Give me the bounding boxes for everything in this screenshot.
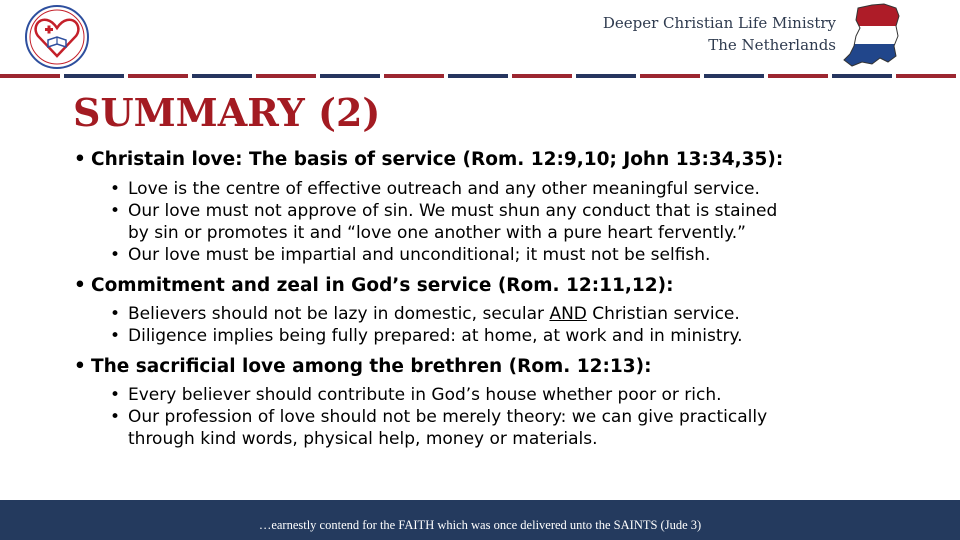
bullet-text: Believers should not be lazy in domestic, secular xyxy=(128,304,550,324)
bullet-point: • Our love must be impartial and unconditional; it must not be selfish. xyxy=(74,244,874,266)
organization-line-2: The Netherlands xyxy=(708,36,836,54)
section-heading: • Christain love: The basis of service (Rom. 12:9,10; John 13:34,35): xyxy=(74,148,874,172)
header-divider xyxy=(0,74,960,78)
bullet-line: • Our love must not approve of sin. We must shun any conduct that is stained xyxy=(128,201,778,221)
organization-name xyxy=(603,12,836,56)
netherlands-flag-map-icon xyxy=(840,2,902,68)
bullet-point xyxy=(74,303,874,325)
underlined-word: AND xyxy=(549,304,587,324)
bullet-point: • Love is the centre of effective outreach and any other meaningful service. xyxy=(74,178,874,200)
bullet-point: • Every believer should contribute in God’s house whether poor or rich. xyxy=(74,384,874,406)
bullet-line: by sin or promotes it and “love one another with a pure heart fervently.” xyxy=(128,223,746,243)
bullet-point: • Diligence implies being fully prepared: at home, at work and in ministry. xyxy=(74,325,874,347)
bullet-point xyxy=(74,200,874,244)
bullet-text: Christian service. xyxy=(586,304,740,324)
bullet-line: • Our profession of love should not be merely theory: we can give practically xyxy=(128,407,768,427)
ministry-logo-icon xyxy=(24,4,90,70)
slide-title: SUMMARY (2) xyxy=(73,90,381,135)
section-heading: • Commitment and zeal in God’s service (Rom. 12:11,12): xyxy=(74,274,874,298)
bullet-line: through kind words, physical help, money or materials. xyxy=(128,429,598,449)
section-heading: • The sacrificial love among the brethren (Rom. 12:13): xyxy=(74,355,874,379)
bullet-point xyxy=(74,406,874,450)
footer-quote: …earnestly contend for the FAITH which was once delivered unto the SAINTS (Jude 3) xyxy=(258,518,702,532)
slide-body xyxy=(74,148,874,450)
footer-bar xyxy=(0,500,960,540)
organization-line-1: Deeper Christian Life Ministry xyxy=(602,14,836,32)
